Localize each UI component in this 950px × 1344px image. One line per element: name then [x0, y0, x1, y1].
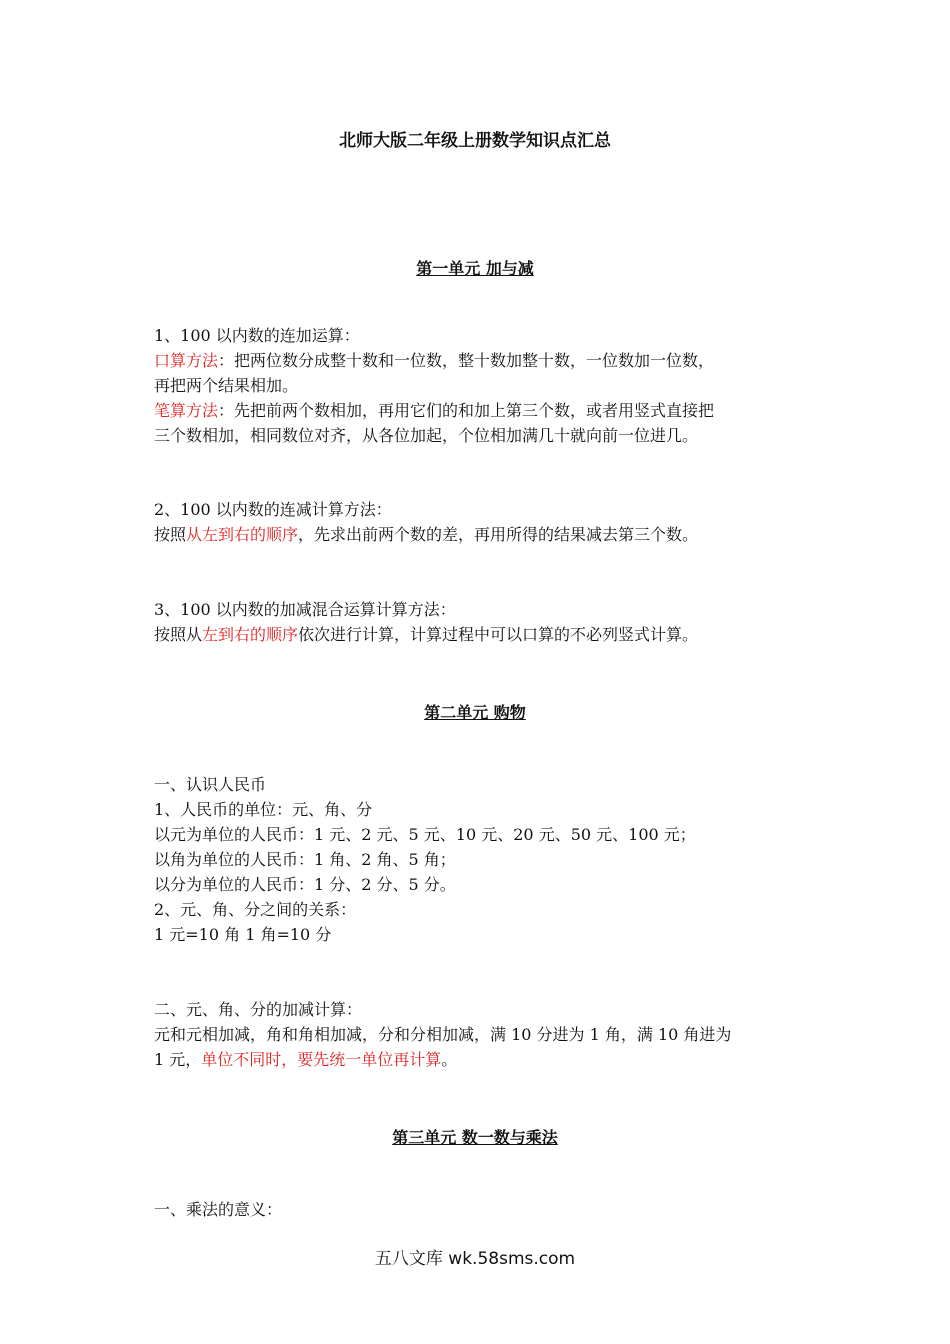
section3-answer-pre: 按照从 — [154, 625, 203, 644]
section3-question: 3、100 以内数的加减混合运算计算方法： — [154, 600, 456, 619]
section3-answer-post: 依次进行计算，计算过程中可以口算的不必列竖式计算。 — [298, 625, 699, 644]
part2-highlight: 单位不同时，要先统一单位再计算 — [201, 1050, 442, 1069]
section1-question: 1、100 以内数的连加运算： — [154, 326, 360, 345]
oral-method-label: 口算方法 — [154, 351, 219, 370]
unit2-heading: 第二单元 购物 — [424, 703, 526, 722]
part2-text: 元和元相加减，角和角相加减，分和分相加减，满 10 分进为 1 角，满 10 角进为 — [154, 1025, 732, 1044]
jiao-notes: 以角为单位的人民币：1 角、2 角、5 角； — [154, 850, 456, 869]
part2-text-post: 。 — [441, 1050, 458, 1069]
part1-heading: 一、认识人民币 — [154, 775, 267, 794]
unit1-section3 — [154, 597, 804, 647]
written-method-label: 笔算方法 — [154, 401, 219, 420]
written-method-text: ：先把前两个数相加，再用它们的和加上第三个数，或者用竖式直接把 — [218, 401, 715, 420]
section2-answer-pre: 按照 — [154, 525, 187, 544]
section2-answer — [154, 522, 804, 547]
unit3-heading: 第三单元 数一数与乘法 — [392, 1128, 558, 1147]
oral-method-text-cont: 再把两个结果相加。 — [154, 376, 299, 395]
section2-question: 2、100 以内数的连减计算方法： — [154, 500, 392, 519]
written-method-text-cont: 三个数相加，相同数位对齐，从各位加起，个位相加满几十就向前一位进几。 — [154, 426, 699, 445]
fen-notes: 以分为单位的人民币：1 分、2 分、5 分。 — [154, 875, 456, 894]
part2-text-pre: 1 元， — [154, 1050, 202, 1069]
section3-answer-highlight: 左到右的顺序 — [202, 625, 299, 644]
unit3-part1 — [154, 1197, 804, 1222]
part2-heading: 二、元、角、分的加减计算： — [154, 1000, 363, 1019]
document-title: 北师大版二年级上册数学知识点汇总 — [339, 131, 611, 151]
written-method-line — [154, 398, 804, 423]
unit1-heading: 第一单元 加与减 — [416, 259, 534, 278]
part2-text-cont — [154, 1047, 804, 1072]
relation-formula: 1 元=10 角 1 角=10 分 — [154, 925, 332, 944]
yuan-notes: 以元为单位的人民币：1 元、2 元、5 元、10 元、20 元、50 元、100 元； — [154, 825, 696, 844]
unit2-part2 — [154, 997, 804, 1072]
section2-answer-highlight: 从左到右的顺序 — [186, 525, 299, 544]
unit1-section2 — [154, 497, 804, 547]
unit2-part1 — [154, 772, 804, 947]
multiplication-meaning-heading: 一、乘法的意义： — [154, 1200, 283, 1219]
currency-units: 1、人民币的单位：元、角、分 — [154, 800, 373, 819]
unit1-section1 — [154, 323, 804, 448]
section2-answer-post: ，先求出前两个数的差，再用所得的结果减去第三个数。 — [298, 525, 699, 544]
relation-heading: 2、元、角、分之间的关系： — [154, 900, 357, 919]
section3-answer — [154, 622, 804, 647]
footer-watermark: 五八文库 wk.58sms.com — [374, 1249, 576, 1269]
oral-method-text: ：把两位数分成整十数和一位数，整十数加整十数，一位数加一位数， — [218, 351, 715, 370]
oral-method-line — [154, 348, 804, 373]
